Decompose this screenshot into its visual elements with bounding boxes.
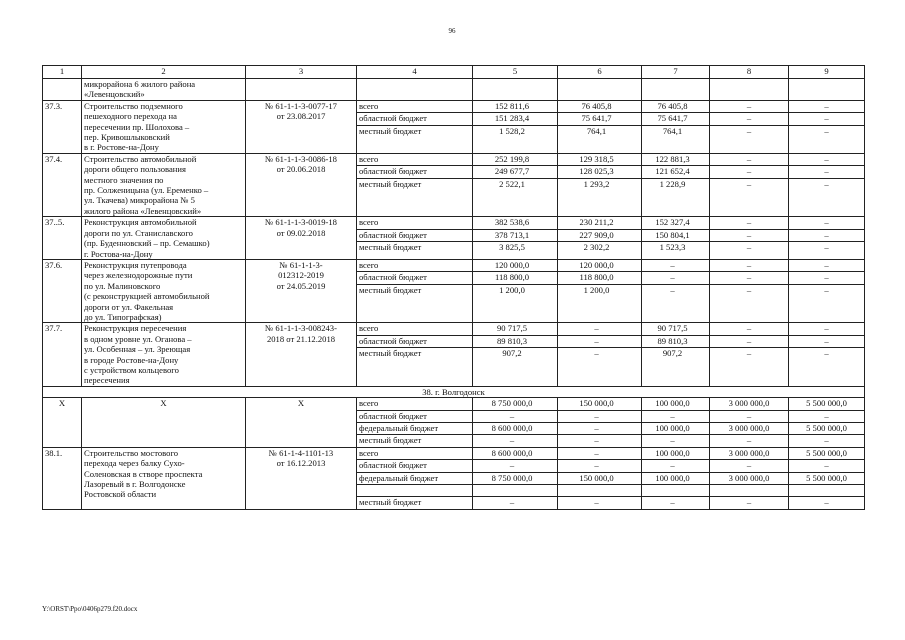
amount-value: 3 825,5 (499, 242, 525, 253)
amount-value: 90 717,5 (642, 323, 709, 335)
amount-cell (642, 153, 710, 216)
amount-value: 227 909,0 (558, 230, 641, 242)
amount-value: 230 211,2 (558, 217, 641, 229)
header-cell: 7 (642, 66, 710, 79)
amount-cell (558, 323, 642, 386)
amount-cell (710, 100, 789, 153)
funding-source: местный бюджет (359, 242, 422, 253)
amount-value: – (710, 113, 788, 125)
funding-source: всего (357, 260, 472, 272)
amount-value: – (558, 448, 641, 460)
amount-value: – (789, 230, 864, 242)
amount-value: – (642, 260, 709, 272)
amount-cell (473, 79, 558, 101)
amount-cell (710, 259, 789, 322)
amount-cell (710, 79, 789, 101)
amount-value: – (824, 435, 829, 446)
amount-value (558, 485, 641, 497)
amount-value: 249 677,7 (473, 166, 557, 178)
amount-value: 100 000,0 (642, 448, 709, 460)
amount-value: 150 000,0 (558, 473, 641, 485)
amount-value: 76 405,8 (642, 101, 709, 113)
funding-source: федеральный бюджет (357, 473, 472, 485)
header-cell: 5 (473, 66, 558, 79)
amount-cell (473, 100, 558, 153)
funding-source: всего (357, 101, 472, 113)
amount-cell (789, 323, 865, 386)
expertise-document (246, 79, 357, 101)
amount-value: – (558, 423, 641, 435)
amount-value: 1 293,2 (583, 178, 610, 189)
amount-cell (789, 217, 865, 260)
amount-value: – (789, 217, 864, 229)
amount-value: – (746, 125, 752, 136)
amount-cell (789, 398, 865, 448)
amount-value: 907,2 (502, 348, 522, 359)
amount-cell (558, 153, 642, 216)
amount-cell (558, 447, 642, 509)
amount-value: 8 750 000,0 (473, 473, 557, 485)
amount-value: 764,1 (586, 125, 607, 136)
funding-source: областной бюджет (357, 336, 472, 348)
amount-value: – (710, 323, 788, 335)
funding-source: федеральный бюджет (357, 423, 472, 435)
funding-source: местный бюджет (359, 178, 422, 189)
amount-value: 120 000,0 (473, 260, 557, 272)
expertise-document: X (246, 398, 357, 448)
funding-source-cell (357, 100, 473, 153)
amount-value: 75 641,7 (642, 113, 709, 125)
funding-source-cell (357, 398, 473, 448)
amount-value: 5 500 000,0 (789, 398, 864, 410)
amount-value: – (746, 242, 752, 253)
funding-source-cell (357, 217, 473, 260)
amount-value: – (710, 411, 788, 423)
amount-value: 122 881,3 (642, 154, 709, 166)
expertise-document: № 61-1-4-1101-13 от 16.12.2013 (246, 447, 357, 509)
funding-source: всего (357, 154, 472, 166)
amount-value: 764,1 (662, 125, 683, 136)
header-cell: 1 (43, 66, 82, 79)
amount-cell (789, 100, 865, 153)
expertise-document: № 61-1-1-3- 012312-2019 от 24.05.2019 (246, 259, 357, 322)
amount-cell (642, 259, 710, 322)
amount-value: 129 318,5 (558, 154, 641, 166)
amount-cell (473, 323, 558, 386)
funding-source (357, 485, 472, 497)
amount-value: – (710, 217, 788, 229)
amount-value: 150 804,1 (642, 230, 709, 242)
amount-value: 907,2 (662, 348, 683, 359)
amount-value: 100 000,0 (642, 398, 709, 410)
amount-value: – (558, 323, 641, 335)
amount-cell (558, 398, 642, 448)
table-row (43, 323, 865, 386)
table-row (43, 100, 865, 153)
amount-value: – (670, 284, 675, 295)
object-description: Реконструкция путепровода через железнодорожные пути по ул. Малиновского (с реконструкцией автомобильной дороги от ул. Факельная до ул. Типографская) (82, 259, 246, 322)
object-description: Реконструкция пересечения в одном уровне ул. Оганова – ул. Особенная – ул. Зреющая в городе Ростове-на-Дону с устройством кольцевого пересечения (82, 323, 246, 386)
amount-cell (642, 79, 710, 101)
amount-cell (473, 259, 558, 322)
amount-value: – (710, 230, 788, 242)
table-row (43, 447, 865, 509)
table-row (43, 153, 865, 216)
amount-value: – (824, 178, 829, 189)
object-description: Строительство подземного пешеходного перехода на пересечении пр. Шолохова – пер. Кривошлыковский в г. Ростове-на-Дону (82, 100, 246, 153)
amount-value: – (670, 497, 675, 508)
funding-source: всего (357, 398, 472, 410)
amount-cell (558, 100, 642, 153)
amount-value: – (670, 435, 675, 446)
funding-source: местный бюджет (359, 348, 422, 359)
amount-value: – (789, 272, 864, 284)
amount-value: 3 000 000,0 (710, 398, 788, 410)
amount-value: 75 641,7 (558, 113, 641, 125)
amount-value: – (558, 336, 641, 348)
amount-value: – (746, 284, 752, 295)
funding-source-cell (357, 153, 473, 216)
funding-source: местный бюджет (359, 125, 422, 136)
amount-value: – (746, 348, 752, 359)
amount-value: 100 000,0 (642, 423, 709, 435)
amount-value: 5 500 000,0 (789, 423, 864, 435)
file-path-footer: Y:\ORST\Ppo\0406p279.f20.docx (42, 605, 138, 613)
amount-cell (789, 79, 865, 101)
amount-cell (473, 153, 558, 216)
amount-value: – (710, 166, 788, 178)
amount-value: 5 500 000,0 (789, 473, 864, 485)
amount-value: – (509, 435, 515, 446)
amount-cell (710, 153, 789, 216)
header-cell: 3 (246, 66, 357, 79)
amount-value: 3 000 000,0 (710, 473, 788, 485)
amount-value: – (473, 460, 557, 472)
amount-value: – (789, 323, 864, 335)
amount-cell (473, 217, 558, 260)
expertise-document: № 61-1-1-3-0086-18 от 20.06.2018 (246, 153, 357, 216)
amount-cell (642, 447, 710, 509)
header-cell: 8 (710, 66, 789, 79)
funding-source: областной бюджет (357, 411, 472, 423)
object-description: Строительство мостового перехода через балку Сухо- Соленовская в створе проспекта Лазоревый в г. Волгодонске Ростовской области (82, 447, 246, 509)
funding-source-cell (357, 323, 473, 386)
amount-value: 1 523,3 (659, 242, 686, 253)
amount-value: – (789, 336, 864, 348)
funding-source: всего (357, 323, 472, 335)
amount-value: – (642, 411, 709, 423)
amount-value: 8 750 000,0 (473, 398, 557, 410)
funding-source: областной бюджет (357, 272, 472, 284)
row-number: 38.1. (43, 447, 82, 509)
amount-value: – (710, 336, 788, 348)
amount-value: 128 025,3 (558, 166, 641, 178)
amount-value: – (789, 113, 864, 125)
table-row (43, 259, 865, 322)
header-cell: 9 (789, 66, 865, 79)
amount-value: – (824, 497, 829, 508)
amount-cell (642, 100, 710, 153)
funding-source: местный бюджет (359, 435, 422, 446)
amount-value: – (824, 125, 829, 136)
amount-value: 118 800,0 (558, 272, 641, 284)
amount-value: – (824, 242, 829, 253)
amount-value: – (710, 272, 788, 284)
row-number: 37.6. (43, 259, 82, 322)
table-row (43, 398, 865, 448)
expertise-document: № 61-1-1-3-008243- 2018 от 21.12.2018 (246, 323, 357, 386)
amount-value: – (746, 178, 752, 189)
amount-value: 252 199,8 (473, 154, 557, 166)
amount-value: 121 652,4 (642, 166, 709, 178)
row-number: X (43, 398, 82, 448)
amount-value: – (789, 154, 864, 166)
table-row (43, 79, 865, 101)
expertise-document: № 61-1-1-3-0019-18 от 09.02.2018 (246, 217, 357, 260)
amount-value: – (509, 497, 515, 508)
amount-cell (558, 259, 642, 322)
section-title: 38. г. Волгодонск (43, 386, 865, 397)
amount-value: 1 528,2 (499, 125, 525, 136)
amount-value: – (594, 348, 599, 359)
amount-value (642, 485, 709, 497)
amount-value: 3 000 000,0 (710, 448, 788, 460)
amount-value: – (789, 260, 864, 272)
amount-value: 1 228,9 (659, 178, 686, 189)
table-row (43, 217, 865, 260)
object-description: X (82, 398, 246, 448)
amount-value: – (710, 154, 788, 166)
funding-source: местный бюджет (359, 284, 422, 295)
amount-value: – (824, 348, 829, 359)
amount-value: 118 800,0 (473, 272, 557, 284)
amount-value: – (710, 260, 788, 272)
amount-value: – (746, 497, 752, 508)
header-row (43, 66, 865, 79)
amount-value: – (642, 460, 709, 472)
funding-source: областной бюджет (357, 460, 472, 472)
amount-cell (710, 398, 789, 448)
amount-cell (558, 79, 642, 101)
amount-cell (473, 398, 558, 448)
amount-value: 90 717,5 (473, 323, 557, 335)
amount-cell (473, 447, 558, 509)
funding-source: областной бюджет (357, 166, 472, 178)
amount-value (789, 485, 864, 497)
amount-value: 120 000,0 (558, 260, 641, 272)
amount-value: 382 538,6 (473, 217, 557, 229)
amount-value: 89 810,3 (642, 336, 709, 348)
amount-cell (789, 153, 865, 216)
amount-value (473, 485, 557, 497)
object-description: Строительство автомобильной дороги общего пользования местного значения по пр. Солженицына (ул. Еременко – ул. Ткачева) микрорайона № 5 жилого района «Левенцовский» (82, 153, 246, 216)
amount-value: 3 000 000,0 (710, 423, 788, 435)
amount-cell (789, 259, 865, 322)
funding-source-cell (357, 259, 473, 322)
section-row (43, 386, 865, 397)
header-cell: 4 (357, 66, 473, 79)
object-description: Реконструкция автомобильной дороги по ул. Станиславского (пр. Буденновский – пр. Семашко) г. Ростова-на-Дону (82, 217, 246, 260)
amount-value: – (789, 411, 864, 423)
amount-value: – (594, 435, 599, 446)
amount-value: 5 500 000,0 (789, 448, 864, 460)
funding-source: всего (357, 448, 472, 460)
row-number (43, 79, 82, 101)
amount-value: – (746, 435, 752, 446)
amount-value: 8 600 000,0 (473, 423, 557, 435)
amount-value: 150 000,0 (558, 398, 641, 410)
amount-value: 151 283,4 (473, 113, 557, 125)
row-number: 37.7. (43, 323, 82, 386)
amount-value: 2 522,1 (499, 178, 525, 189)
amount-cell (642, 323, 710, 386)
funding-source-cell (357, 79, 473, 101)
row-number: 37.4. (43, 153, 82, 216)
amount-value: 152 811,6 (473, 101, 557, 113)
amount-value: 152 327,4 (642, 217, 709, 229)
amount-value: – (558, 460, 641, 472)
funding-source-cell (357, 447, 473, 509)
row-number: 37.3. (43, 100, 82, 153)
amount-value: 100 000,0 (642, 473, 709, 485)
amount-cell (558, 217, 642, 260)
budget-table (42, 65, 865, 510)
funding-source: областной бюджет (357, 230, 472, 242)
amount-value: – (473, 411, 557, 423)
funding-source: всего (357, 217, 472, 229)
amount-value: 1 200,0 (499, 284, 525, 295)
amount-value: – (789, 101, 864, 113)
funding-source: областной бюджет (357, 113, 472, 125)
funding-source: местный бюджет (359, 497, 422, 508)
page-number: 96 (448, 27, 456, 35)
amount-value: – (710, 460, 788, 472)
amount-value (710, 485, 788, 497)
row-number: 37..5. (43, 217, 82, 260)
amount-value: 378 713,1 (473, 230, 557, 242)
amount-cell (710, 323, 789, 386)
amount-value: 1 200,0 (583, 284, 610, 295)
amount-value: – (789, 166, 864, 178)
amount-value: 2 302,2 (583, 242, 610, 253)
amount-value: – (789, 460, 864, 472)
amount-cell (642, 398, 710, 448)
expertise-document: № 61-1-1-3-0077-17 от 23.08.2017 (246, 100, 357, 153)
amount-value: – (710, 101, 788, 113)
header-cell: 2 (82, 66, 246, 79)
amount-cell (710, 447, 789, 509)
amount-value: – (824, 284, 829, 295)
amount-cell (710, 217, 789, 260)
amount-value: 8 600 000,0 (473, 448, 557, 460)
amount-value: 76 405,8 (558, 101, 641, 113)
amount-value: – (594, 497, 599, 508)
amount-cell (789, 447, 865, 509)
amount-value: – (558, 411, 641, 423)
amount-cell (642, 217, 710, 260)
amount-value: 89 810,3 (473, 336, 557, 348)
object-description: микрорайона 6 жилого района «Левенцовский» (82, 79, 246, 101)
amount-value: – (642, 272, 709, 284)
header-cell: 6 (558, 66, 642, 79)
